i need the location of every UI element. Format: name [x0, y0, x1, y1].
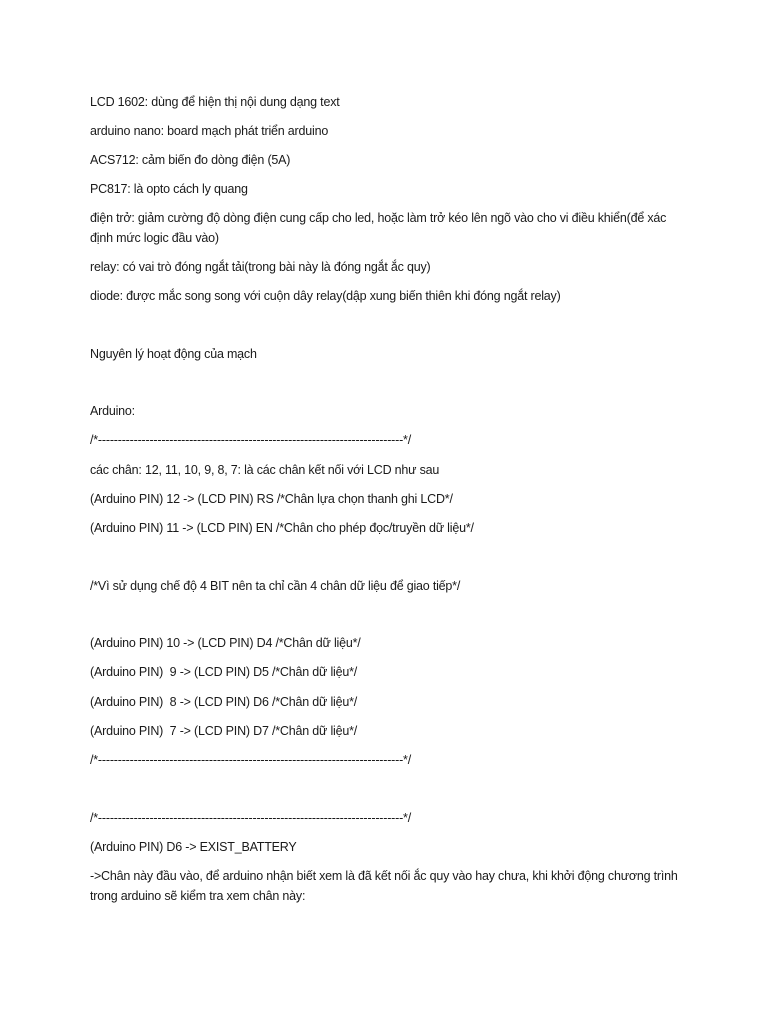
text-line: PC817: là opto cách ly quang	[90, 182, 248, 196]
pin-mapping-line: (Arduino PIN) 10 -> (LCD PIN) D4 /*Chân dữ liệu*/	[90, 636, 361, 650]
pin-mapping-line: (Arduino PIN) 8 -> (LCD PIN) D6 /*Chân dữ liệu*/	[90, 695, 358, 709]
separator-comment: /*-----------------------------------------------------------------------------*/	[90, 433, 411, 447]
pin-mapping-line: (Arduino PIN) 9 -> (LCD PIN) D5 /*Chân dữ liệu*/	[90, 665, 358, 679]
text-line: relay: có vai trò đóng ngắt tải(trong bài này là đóng ngắt ắc quy)	[90, 260, 431, 274]
comment-line: /*Vì sử dụng chế độ 4 BIT nên ta chỉ cần 4 chân dữ liệu để giao tiếp*/	[90, 579, 461, 593]
separator-comment: /*-----------------------------------------------------------------------------*/	[90, 811, 411, 825]
section-heading: Nguyên lý hoạt động của mạch	[90, 347, 257, 361]
text-line: Arduino:	[90, 404, 135, 418]
text-line: các chân: 12, 11, 10, 9, 8, 7: là các chân kết nối với LCD như sau	[90, 463, 440, 477]
pin-mapping-line: (Arduino PIN) 7 -> (LCD PIN) D7 /*Chân dữ liệu*/	[90, 724, 358, 738]
text-line: arduino nano: board mạch phát triển arduino	[90, 124, 329, 138]
separator-comment: /*-----------------------------------------------------------------------------*/	[90, 753, 411, 767]
text-paragraph: ->Chân này đầu vào, để arduino nhận biết xem là đã kết nối ắc quy vào hay chưa, khi khởi động chương trình trong arduino sẽ kiểm tra xem chân này:	[90, 869, 678, 903]
pin-mapping-line: (Arduino PIN) D6 -> EXIST_BATTERY	[90, 840, 297, 854]
text-line: LCD 1602: dùng để hiện thị nội dung dạng text	[90, 95, 340, 109]
text-line: ACS712: cảm biến đo dòng điện (5A)	[90, 153, 291, 167]
pin-mapping-line: (Arduino PIN) 12 -> (LCD PIN) RS /*Chân lựa chọn thanh ghi LCD*/	[90, 492, 453, 506]
pin-mapping-line: (Arduino PIN) 11 -> (LCD PIN) EN /*Chân cho phép đọc/truyền dữ liệu*/	[90, 521, 474, 535]
text-line: diode: được mắc song song với cuộn dây relay(dập xung biến thiên khi đóng ngắt relay)	[90, 289, 561, 303]
text-paragraph: điện trở: giảm cường độ dòng điện cung cấp cho led, hoặc làm trở kéo lên ngõ vào cho vi điều khiển(để xác định mức logic đầu vào)	[90, 211, 667, 245]
